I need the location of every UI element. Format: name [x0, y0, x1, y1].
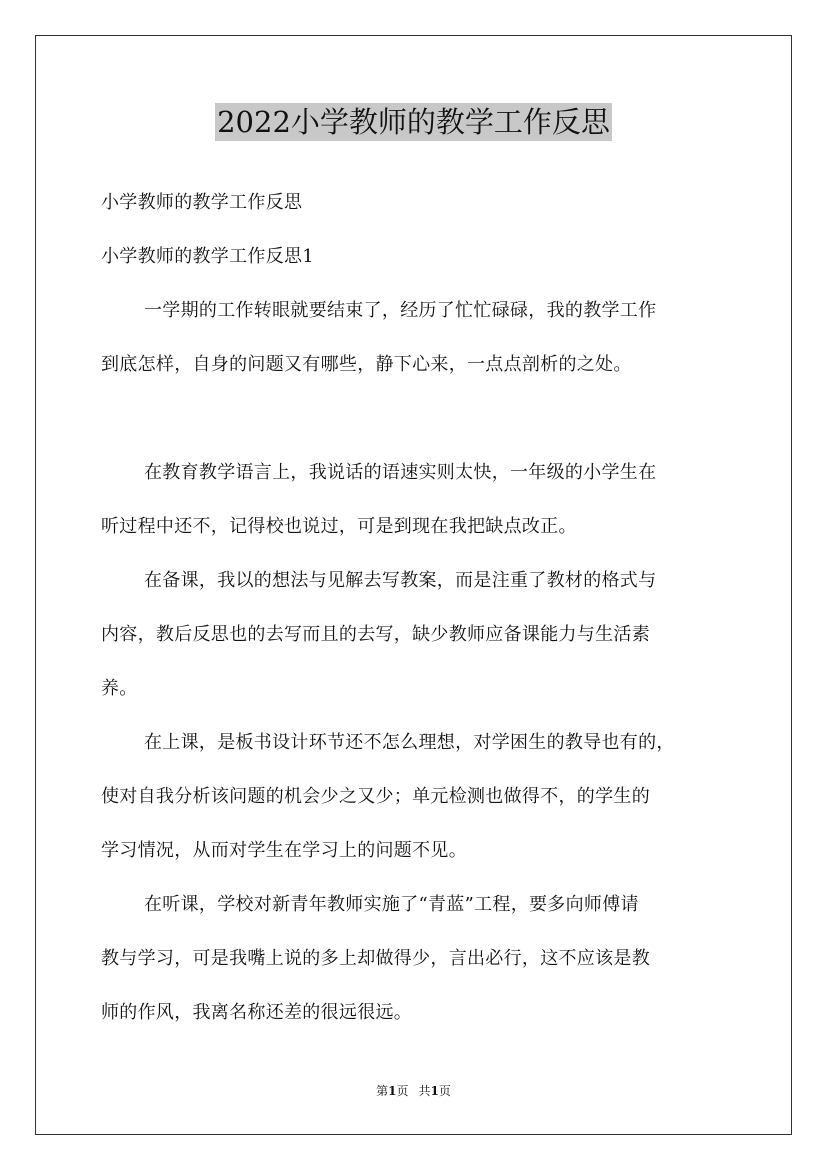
paragraph-5-line-1: 在听课，学校对新青年教师实施了“青蓝”工程，要多向师傅请 — [144, 894, 639, 915]
paragraph-4-line-3: 学习情况，从而对学生在学习上的问题不见。 — [101, 840, 467, 861]
page-number-prefix: 第 — [376, 1084, 389, 1098]
paragraph-4-line-2: 使对自我分析该问题的机会少之又少；单元检测也做得不，的学生的 — [101, 786, 650, 807]
paragraph-5-line-2: 教与学习，可是我嘴上说的多上却做得少，言出必行，这不应该是教 — [101, 948, 650, 969]
paragraph-4-line-1: 在上课，是板书设计环节还不怎么理想，对学困生的教导也有的， — [144, 732, 675, 753]
blank-line — [101, 392, 731, 446]
page-number: 1 — [388, 1084, 397, 1098]
subtitle: 小学教师的教学工作反思 — [101, 192, 303, 213]
title-container — [0, 103, 827, 141]
total-pages-prefix: 共 — [418, 1084, 431, 1098]
document-body — [101, 176, 731, 1040]
paragraph-1-line-2: 到底怎样，自身的问题又有哪些，静下心来，一点点剖析的之处。 — [101, 354, 632, 375]
total-pages-suffix: 页 — [438, 1084, 451, 1098]
paragraph-3-line-3: 养。 — [101, 678, 138, 699]
paragraph-2-line-1: 在教育教学语言上，我说话的语速实则太快，一年级的小学生在 — [144, 462, 657, 483]
page-footer — [0, 1083, 827, 1099]
paragraph-1-line-1: 一学期的工作转眼就要结束了，经历了忙忙碌碌，我的教学工作 — [144, 300, 657, 321]
paragraph-3-line-2: 内容，教后反思也的去写而且的去写，缺少教师应备课能力与生活素 — [101, 624, 650, 645]
document-title: 2022小学教师的教学工作反思 — [217, 105, 610, 139]
paragraph-2-line-2: 听过程中还不，记得校也说过，可是到现在我把缺点改正。 — [101, 516, 577, 537]
section-heading: 小学教师的教学工作反思1 — [101, 246, 315, 267]
paragraph-3-line-1: 在备课，我以的想法与见解去写教案，而是注重了教材的格式与 — [144, 570, 657, 591]
paragraph-5-line-3: 师的作风，我离名称还差的很远很远。 — [101, 1002, 413, 1023]
total-pages: 1 — [430, 1084, 439, 1098]
page-number-suffix: 页 — [396, 1084, 409, 1098]
